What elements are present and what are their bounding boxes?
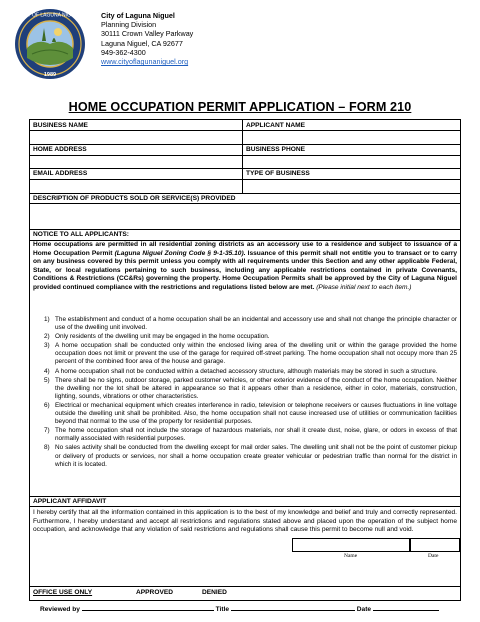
denied-label: DENIED: [202, 589, 227, 596]
reviewed-by-row: [40, 604, 439, 613]
applicant-name-field[interactable]: [244, 131, 460, 143]
date-field[interactable]: [373, 604, 439, 611]
form-title: HOME OCCUPATION PERMIT APPLICATION – FORM 210: [68, 100, 412, 114]
name-caption: Name: [344, 553, 358, 559]
title-field[interactable]: [231, 604, 355, 611]
date-caption: Date: [428, 553, 439, 559]
applicant-name-label: APPLICANT NAME: [246, 122, 305, 129]
org-name: City of Laguna Niguel: [101, 11, 175, 20]
phone-number: 949-362-4300: [101, 47, 146, 57]
home-address-field[interactable]: [31, 156, 241, 167]
website-link[interactable]: www.cityoflagunaniguel.org: [101, 57, 189, 67]
notice-heading: NOTICE TO ALL APPLICANTS:: [33, 231, 129, 238]
seal-text-top: CITY OF LAGUNA NIGUEL: [19, 12, 81, 19]
list-item: 7) The home occupation shall not include the storage of hazardous materials, nor shall it create dust, noise, glare, or odors in excess of that normally associated with residential purposes.: [44, 427, 457, 443]
list-item: 4) A home occupation shall not be conducted within a detached accessory structure, although materials may be stored in such a structure.: [44, 367, 438, 375]
business-name-field[interactable]: [31, 131, 241, 143]
list-item: 8) No sales activity shall be conducted from the dwelling except for mail order sales. The dwelling unit shall not be the point of customer pickup or delivery of products or services, nor shall a home occupation create greater vehicular or pedestrian traffic than normal for the district in which it is located.: [44, 444, 457, 468]
type-of-business-field[interactable]: [244, 180, 460, 192]
list-item: 6) Electrical or mechanical equipment which creates interference in radio, television or telephone receivers or causes fluctuations in line voltage outside the dwelling unit shall be prohibited. Also, the home occupation shall not cause increased use of utilities or communication facilities beyond that normal to the use of the property for residential purposes.: [44, 401, 457, 426]
division: Planning Division: [101, 20, 157, 30]
business-phone-label: BUSINESS PHONE: [246, 146, 305, 153]
type-of-business-label: TYPE OF BUSINESS: [246, 170, 310, 177]
affidavit-text: I hereby certify that all the information contained in this application is to the best of my knowledge and belief and truly and correctly represented. Furthermore, I hereby understand and accept all restrictions and regulations stated above and placed upon the operation of the subject home occupation, and acknowledge that any violation of said restrictions and regulations shall cause this permit to become null and void.: [33, 509, 457, 534]
zoning-code-reference: (Laguna Niguel Zoning Code § 9-1-35.10): [114, 249, 244, 257]
affidavit-heading: APPLICANT AFFIDAVIT: [33, 498, 107, 505]
approved-label: APPROVED: [136, 589, 174, 596]
email-address-field[interactable]: [31, 180, 241, 192]
street-address: 30111 Crown Valley Parkway: [101, 29, 194, 39]
notice-text: Home occupations are permitted in all residential zoning districts as an accessory use to a residence and subject to issuance of a Home Occupation Permit (Laguna Niguel Zoning Code § 9-1-35.10). Issuance of this permit shall not entitle you to transact or to carry on any business covered by this permit unless you comply with all requirements under this Section and any other applicable Federal, State, or local regulations pertaining to such business, including any applicable restrictions contained in private Covenants, Conditions & Restrictions (CC&Rs) governing the property. Home Occupation Permits shall be approved by the City of Laguna Niguel provided continued compliance with the restrictions and regulations listed below are met. (Please initial next to each item.): [33, 241, 457, 291]
restrictions-list: [33, 316, 457, 470]
initial-instruction: (Please initial next to each item.): [316, 283, 412, 291]
city-state-zip: Laguna Niguel, CA 92677: [101, 38, 183, 48]
description-field[interactable]: [31, 204, 459, 228]
list-item: 1) The establishment and conduct of a home occupation shall be an incidental and accessory use and shall not change the principle character or use of the dwelling unit involved.: [44, 316, 457, 332]
reviewed-by-field[interactable]: [82, 604, 214, 611]
title-label: Title: [215, 606, 230, 613]
description-label: DESCRIPTION OF PRODUCTS SOLD OR SERVICE(S) PROVIDED: [33, 195, 236, 202]
list-item: 5) There shall be no signs, outdoor storage, parked customer vehicles, or other exterior evidence of the conduct of the home occupation. Neither the dwelling nor the lot shall be altered in appearance so that it appears other than a residence, either in color, materials, construction, lighting, sounds, vibrations or other characteristics.: [44, 376, 457, 400]
seal-year: 1989: [43, 72, 57, 78]
email-address-label: EMAIL ADDRESS: [33, 170, 88, 177]
letterhead: [101, 11, 193, 66]
business-name-label: BUSINESS NAME: [33, 122, 88, 129]
reviewed-by-label: Reviewed by: [40, 606, 80, 613]
name-signature-field[interactable]: [292, 538, 410, 552]
list-item: 2) Only residents of the dwelling unit may be engaged in the home occupation.: [44, 333, 270, 341]
date-signature-field[interactable]: [410, 538, 460, 552]
date-label: Date: [356, 606, 372, 613]
business-phone-field[interactable]: [244, 156, 460, 167]
office-use-heading: OFFICE USE ONLY: [33, 589, 93, 596]
home-address-label: HOME ADDRESS: [33, 146, 87, 153]
list-item: 3) A home occupation shall be conducted only within the enclosed living area of the dwelling unit or within the garage provided the home occupation does not limit or prevent the use of the garage for required off-street parking. The home occupation shall not occupy more than 25 percent of the combined floor area of the house and garage.: [44, 342, 457, 366]
city-seal-logo: [14, 8, 86, 80]
application-form: [29, 119, 461, 613]
